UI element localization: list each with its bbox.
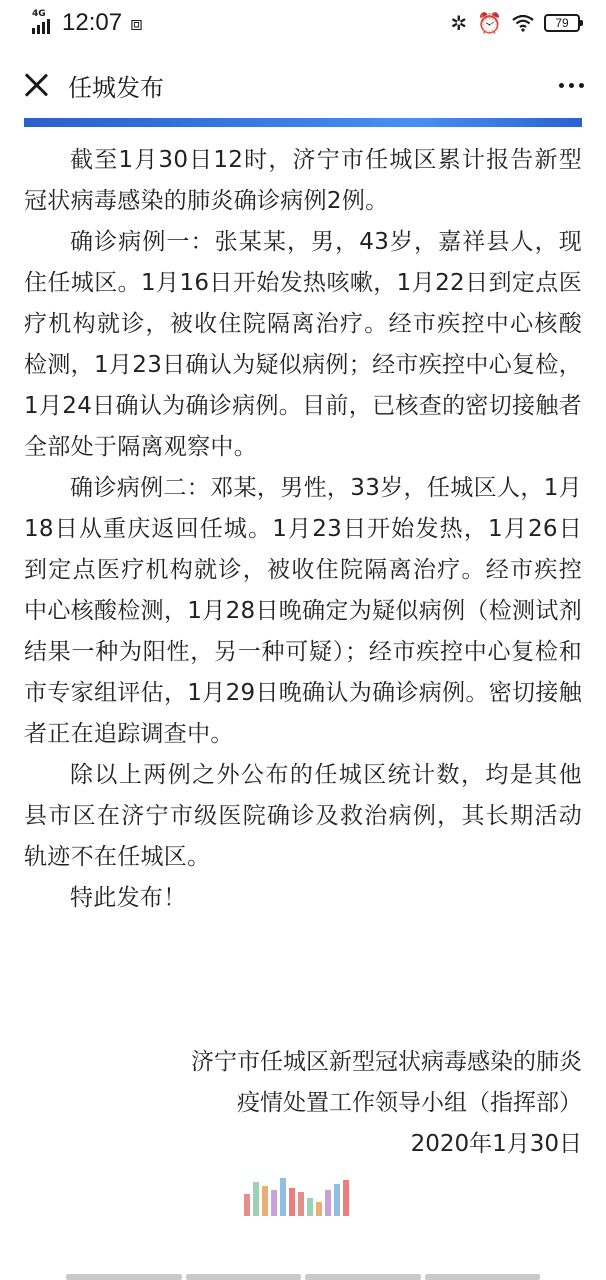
status-bar: [0, 0, 606, 46]
alarm-icon: ⏰: [477, 11, 502, 35]
wifi-icon: [512, 14, 534, 32]
paragraph-closing: 特此发布！: [70, 885, 187, 911]
status-time: 12:07: [62, 9, 123, 36]
notification-icon: ⧈: [130, 11, 143, 35]
decorative-bars-image: [244, 1176, 349, 1216]
decorative-bar: [298, 1192, 304, 1216]
paragraph-case-one: 确诊病例一：张某某，男，43岁，嘉祥县人，现住任城区。1月16日开始发热咳嗽，1月22日到定点医疗机构就诊，被收住院隔离治疗。经市疾控中心核酸检测，1月23日确认为疑似病例；经市疾控中心复检，1月24日确认为确诊病例。目前，已核查的密切接触者全部处于隔离观察中。: [24, 229, 582, 460]
paragraph-summary: 截至1月30日12时，济宁市任城区累计报告新型冠状病毒感染的肺炎确诊病例2例。: [24, 147, 582, 214]
decorative-bar: [334, 1184, 340, 1216]
decorative-bar: [271, 1190, 277, 1216]
decorative-bar: [289, 1188, 295, 1216]
bottom-divider: [66, 1274, 540, 1280]
bluetooth-icon: ✲: [450, 11, 468, 35]
signature-block: [191, 1042, 582, 1165]
nav-bar: [0, 46, 606, 124]
decorative-bar: [244, 1194, 250, 1216]
paragraph-note: 除以上两例之外公布的任城区统计数，均是其他县市区在济宁市级医院确诊及救治病例，其长期活动轨迹不在任城区。: [24, 762, 582, 870]
signal-icon: [32, 9, 52, 34]
signature-date: 2020年1月30日: [410, 1131, 582, 1157]
decorative-bar: [343, 1180, 349, 1216]
article-banner-image: [24, 118, 582, 127]
battery-level: 79: [555, 16, 569, 30]
signature-org-line2: 疫情处置工作领导小组（指挥部）: [237, 1090, 582, 1116]
decorative-bar: [307, 1198, 313, 1216]
close-icon[interactable]: [22, 71, 50, 99]
decorative-bar: [253, 1182, 259, 1216]
paragraph-case-two: 确诊病例二：邓某，男性，33岁，任城区人，1月18日从重庆返回任城。1月23日开始发热，1月26日到定点医疗机构就诊，被收住院隔离治疗。经市疾控中心核酸检测，1月28日晚确定为疑似病例（检测试剂结果一种为阳性，另一种可疑）；经市疾控中心复检和市专家组评估，1月29日晚确认为确诊病例。密切接触者正在追踪调查中。: [24, 475, 582, 747]
signature-org-line1: 济宁市任城区新型冠状病毒感染的肺炎: [191, 1049, 582, 1075]
article-body: [24, 140, 582, 919]
battery-icon: [544, 14, 580, 32]
decorative-bar: [316, 1202, 322, 1216]
more-icon[interactable]: [559, 77, 584, 94]
decorative-bar: [325, 1190, 331, 1216]
network-type: 4G: [32, 9, 46, 19]
decorative-bar: [280, 1178, 286, 1216]
page-title: 任城发布: [68, 73, 164, 102]
decorative-bar: [262, 1186, 268, 1216]
